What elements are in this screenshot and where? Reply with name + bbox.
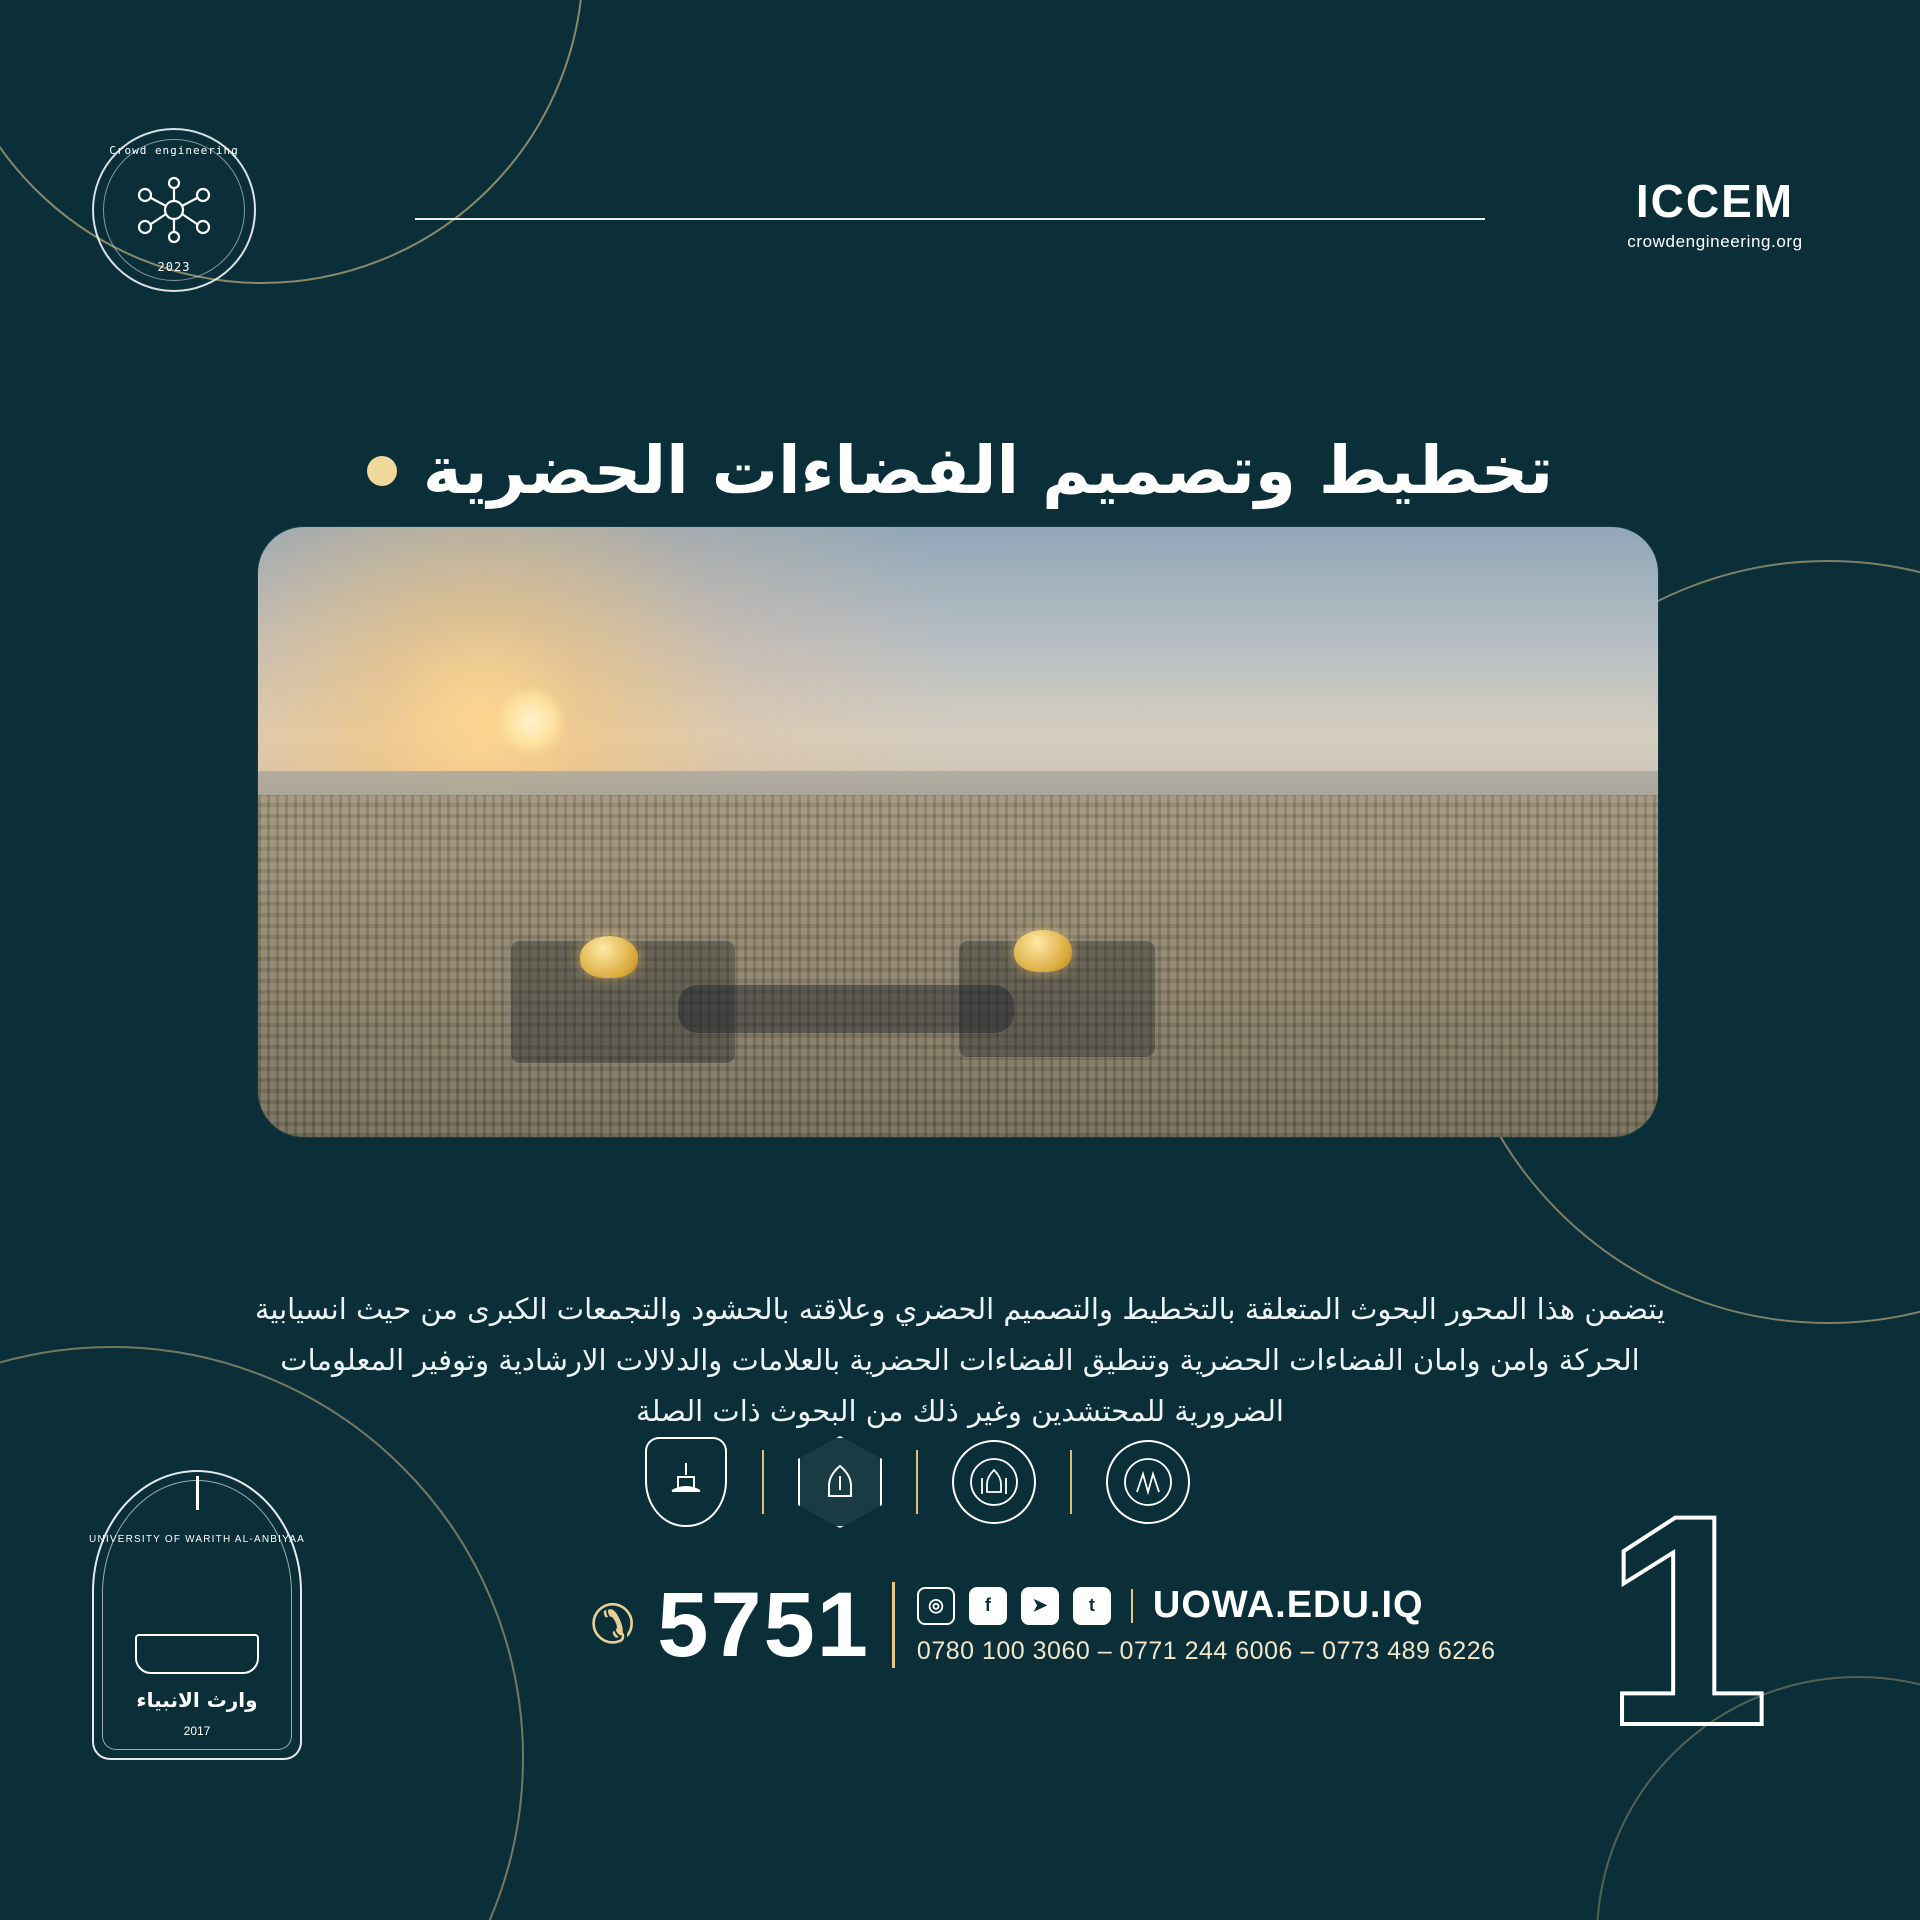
partner-separator-3	[1070, 1450, 1072, 1514]
ministry-emblem-icon	[1122, 1456, 1174, 1508]
mihrab-icon	[821, 1460, 859, 1504]
partner-logo-shrine	[794, 1436, 886, 1528]
ministry-circle-icon	[1106, 1440, 1190, 1524]
telegram-icon[interactable]: ➤	[1021, 1587, 1059, 1625]
contact-bar	[590, 1573, 1496, 1676]
website-link[interactable]: UOWA.EDU.IQ	[1152, 1584, 1424, 1626]
book-tower-icon	[664, 1459, 708, 1505]
partner-logo-strip	[640, 1436, 1194, 1528]
crowd-logo-top-label: Crowd engineering	[109, 144, 239, 157]
university-shield-icon	[645, 1437, 727, 1527]
hotline-number[interactable]: 5751	[657, 1573, 870, 1676]
header-divider	[415, 218, 1485, 220]
hero-golden-dome-left	[580, 936, 638, 978]
page-number-badge: 1	[1603, 1452, 1770, 1788]
shrine-minarets-icon	[968, 1456, 1020, 1508]
open-book-icon	[135, 1634, 259, 1674]
description-paragraph: يتضمن هذا المحور البحوث المتعلقة بالتخطيط والتصميم الحضري وعلاقته بالحشود والتجمعات الكبرى من حيث انسيابية الحركة وامن وامان الفضاءات الحضرية وتنطيق الفضاءات الحضرية بالعلامات والدلالات الارشادية وتوفير المعلومات الضرورية للمحتشدين وغير ذلك من البحوث ذات الصلة	[254, 1292, 1666, 1428]
decorative-arc-top-left	[0, 0, 584, 284]
partner-logo-university	[640, 1436, 732, 1528]
partner-separator-1	[762, 1450, 764, 1514]
facebook-icon[interactable]: f	[969, 1587, 1007, 1625]
hexagon-shrine-icon	[798, 1436, 882, 1528]
title-bullet-dot	[367, 456, 397, 486]
phone-numbers[interactable]: 0780 100 3060 – 0771 244 6006 – 0773 489 6226	[916, 1637, 1496, 1665]
crowd-logo-year: 2023	[157, 260, 191, 274]
hero-golden-dome-right	[1014, 930, 1072, 972]
iccem-website: crowdengineering.org	[1627, 232, 1803, 251]
amanah-circle-icon	[952, 1440, 1036, 1524]
hero-sun	[496, 686, 566, 756]
phone-icon: ✆	[590, 1593, 636, 1656]
seal-arc-text: UNIVERSITY OF WARITH AL-ANBIYAA	[89, 1534, 305, 1545]
hero-crowd-corridor	[678, 985, 1014, 1034]
social-website-separator	[1131, 1589, 1133, 1623]
partner-separator-2	[916, 1450, 918, 1514]
seal-arabic-name: وارث الانبياء	[136, 1688, 258, 1712]
seal-spire-icon	[196, 1476, 199, 1510]
page-title: تخطيط وتصميم الفضاءات الحضرية	[422, 432, 1554, 510]
crowd-engineering-logo	[92, 128, 256, 292]
iccem-brand	[1590, 175, 1840, 252]
social-row	[917, 1584, 1496, 1627]
contact-separator	[892, 1582, 895, 1668]
partner-logo-ministry	[1102, 1436, 1194, 1528]
partner-logo-amanah	[948, 1436, 1040, 1528]
hero-image	[258, 527, 1658, 1137]
twitter-icon[interactable]: t	[1073, 1587, 1111, 1625]
instagram-icon[interactable]: ◎	[917, 1587, 955, 1625]
contact-details	[917, 1584, 1496, 1666]
seal-year: 2017	[183, 1724, 211, 1738]
hero-sky	[258, 527, 1658, 795]
iccem-mark: ICCEM	[1635, 175, 1795, 227]
university-seal	[89, 1470, 305, 1760]
